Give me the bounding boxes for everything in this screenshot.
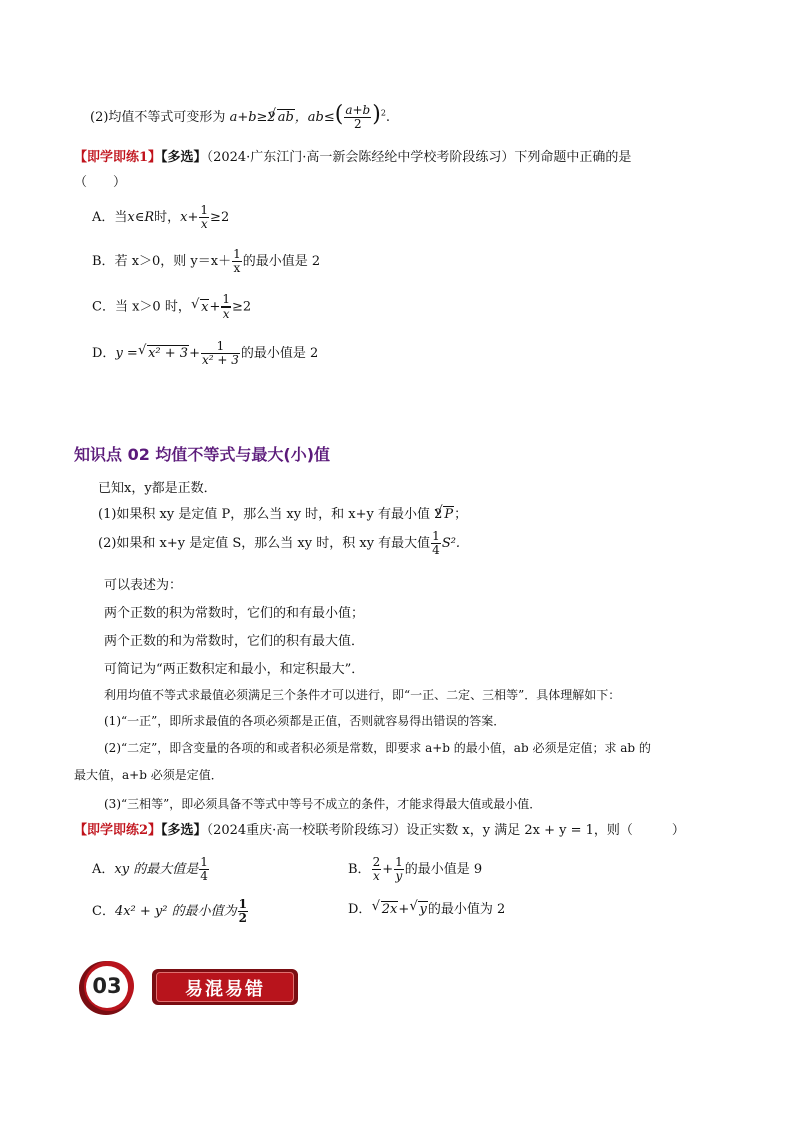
exercise-2-option-b: B． $\frac{2}{x}$ + $\frac{1}{y}$ 的最小值是 9 bbox=[348, 855, 483, 883]
body-line-11: 最大值，a+b 必须是定值． bbox=[74, 768, 223, 782]
body-line-2: (1)如果积 xy 是定值 P，那么当 xy 时，和 x+y 有最小值 2√ P； bbox=[98, 503, 467, 522]
section-number-badge bbox=[76, 956, 136, 1016]
body-line-1: 已知x，y都是正数． bbox=[98, 481, 217, 496]
exercise-1-option-c: C．当 x＞0 时， √ x+ $\frac{1}{x}$ ≥2 bbox=[92, 293, 251, 321]
body-line-9: (1)“一正”，即所求最值的各项必须都是正值，否则就容易得出错误的答案． bbox=[104, 714, 506, 728]
section-banner-label: 易混易错 bbox=[185, 979, 265, 1000]
body-line-10: (2)“二定”，即含变量的各项的和或者积必须是常数，即要求 a+b 的最小值，ab 必须是定值；求 ab 的 bbox=[104, 741, 651, 755]
exercise-1-answer-paren: （ ） bbox=[74, 175, 127, 190]
exercise-1-option-d: D．y = √ x² + 3+ $\frac{1}{\text{x² + 3}}$ 的最小值是 2 bbox=[92, 340, 318, 367]
section-number: 03 bbox=[92, 974, 122, 998]
section-banner bbox=[152, 969, 298, 1005]
body-line-4: 可以表述为： bbox=[104, 578, 183, 593]
body-line-8: 利用均值不等式求最值必须满足三个条件才可以进行，即“一正、二定、三相等”．具体理解如下： bbox=[104, 688, 621, 702]
exercise-2-option-c: C．4x² + y² 的最小值为 $\frac{1}{2}$ bbox=[92, 897, 247, 925]
exercise-1-option-a: A．当x∈R时，x+ $\frac{1}{x}$ ≥2 bbox=[92, 203, 230, 231]
exercise-1-option-b: B．若 x＞0，则 y＝x＋ $\frac{1}{x}$ 的最小值是 2 bbox=[92, 247, 321, 275]
body-line-5: 两个正数的积为常数时，它们的和有最小值； bbox=[104, 606, 365, 621]
body-line-12: (3)“三相等”，即必须具备不等式中等号不成立的条件，才能求得最大值或最小值． bbox=[104, 797, 542, 811]
exercise-2-header: 【即学即练2】【多选】（2024重庆·高一校联考阶段练习）设正实数 x，y 满足 2x + y = 1，则（ ） bbox=[74, 823, 685, 838]
body-line-3: (2)如果和 x+y 是定值 S，那么当 xy 时，积 xy 有最大值 $\frac{1}{4}$ S². bbox=[98, 529, 461, 557]
intro-item-2: (2)均值不等式可变形为 a+b≥2√ ab，ab≤( $\frac{a+b}{2}$ )$^2$. bbox=[90, 102, 390, 131]
exercise-2-option-d: D． √ 2x+ √ y的最小值为 2 bbox=[348, 898, 505, 917]
exercise-2-option-a: A．xy 的最大值是 $\frac{1}{4}$ bbox=[92, 855, 208, 883]
body-line-7: 可简记为“两正数积定和最小，和定积最大”． bbox=[104, 662, 365, 677]
section-title: 知识点 02 均值不等式与最大(小)值 bbox=[74, 445, 331, 464]
exercise-1-header: 【即学即练1】【多选】（2024·广东江门·高一新会陈经纶中学校考阶段练习）下列命题中正确的是 bbox=[74, 150, 632, 165]
body-line-6: 两个正数的和为常数时，它们的积有最大值． bbox=[104, 634, 365, 649]
